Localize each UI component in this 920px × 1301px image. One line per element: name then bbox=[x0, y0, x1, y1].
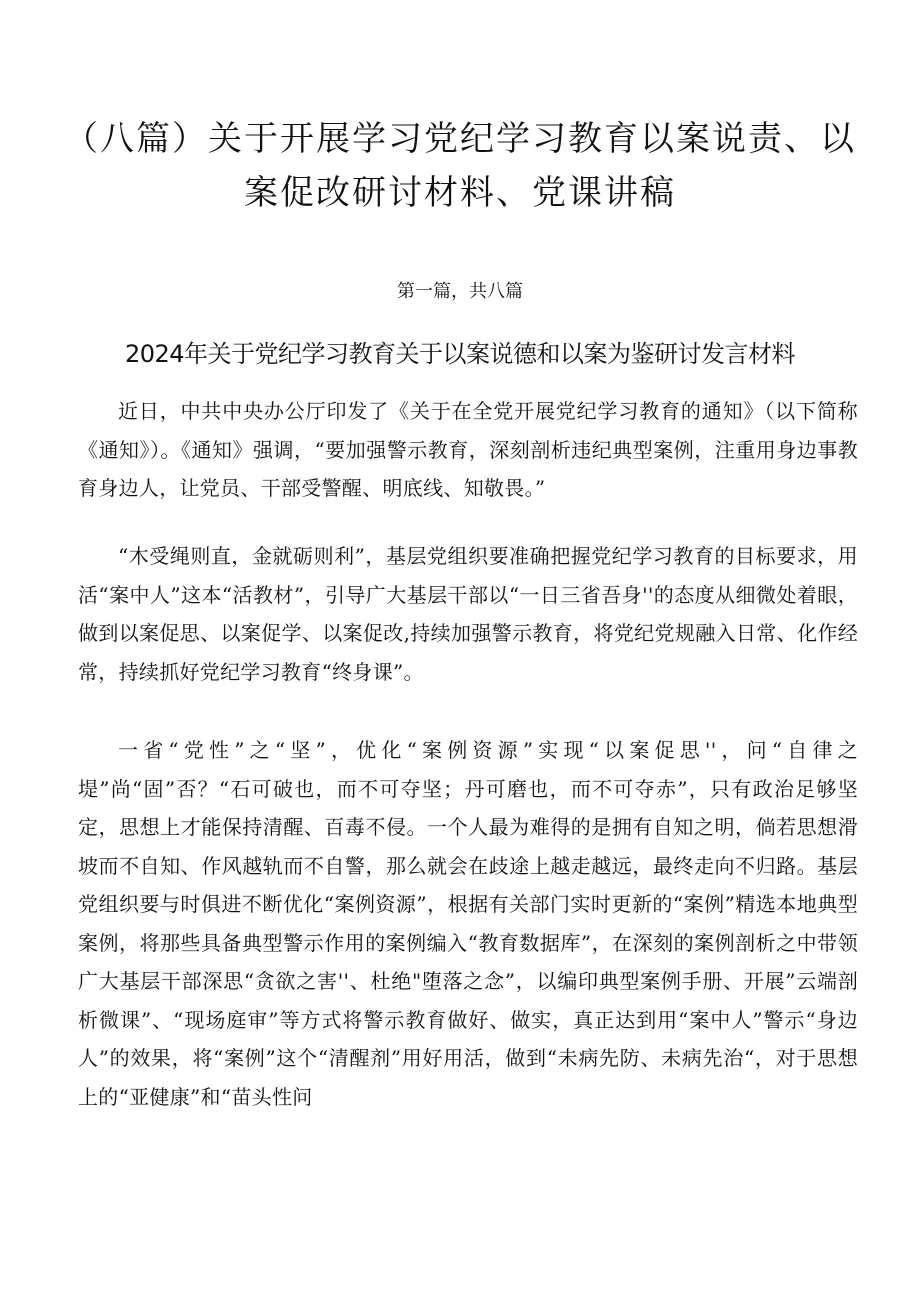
section-heading: 2024年关于党纪学习教育关于以案说德和以案为鉴研讨发言材料 bbox=[124, 340, 796, 368]
document-title: （八篇）关于开展学习党纪学习教育以案说责、以案促改研讨材料、党课讲稿 bbox=[64, 119, 856, 213]
paragraph-1: 近日，中共中央办公厅印发了《关于在全党开展党纪学习教育的通知》（以下简称《通知》）。《通知》强调，“要加强警示教育，深刻剖析违纪典型案例，注重用身边事教育身边人，让党员、干部受警醒、明底线、知敬畏。” bbox=[78, 399, 858, 500]
paragraph-2: “木受绳则直，金就砺则利”，基层党组织要准确把握党纪学习教育的目标要求，用活“案中人”这本“活教材”，引导广大基层干部以“一日三省吾身''的态度从细微处着眼，做到以案促思、以案促学、以案促改,持续加强警示教育，将党纪党规融入日常、化作经常，持续抓好党纪学习教育“终身课”。 bbox=[78, 544, 858, 684]
part-label: 第一篇，共八篇 bbox=[397, 281, 523, 302]
paragraph-3: 一省“党性”之“坚”，优化“案例资源”实现“以案促思''，问“自律之堤”尚“固”否？“石可破也，而不可夺坚；丹可磨也，而不可夺赤”，只有政治足够坚定，思想上才能保持清醒、百毒不侵。一个人最为难得的是拥有自知之明，倘若思想滑坡而不自知、作风越轨而不自警，那么就会在歧途上越走越远，最终走向不归路。基层党组织要与时俱进不断优化“案例资源”，根据有关部门实时更新的“案例”精选本地典型案例，将那些具备典型警示作用的案例编入“教育数据库”，在深刻的案例剖析之中带领广大基层干部深思“贪欲之害''、杜绝"堕落之念”，以编印典型案例手册、开展”云端剖析微课”、“现场庭审”等方式将警示教育做好、做实，真正达到用“案中人”警示“身边人”的效果，将“案例”这个“清醒剂”用好用活，做到“未病先防、未病先治“，对于思想上的“亚健康”和“苗头性问 bbox=[78, 738, 858, 1109]
